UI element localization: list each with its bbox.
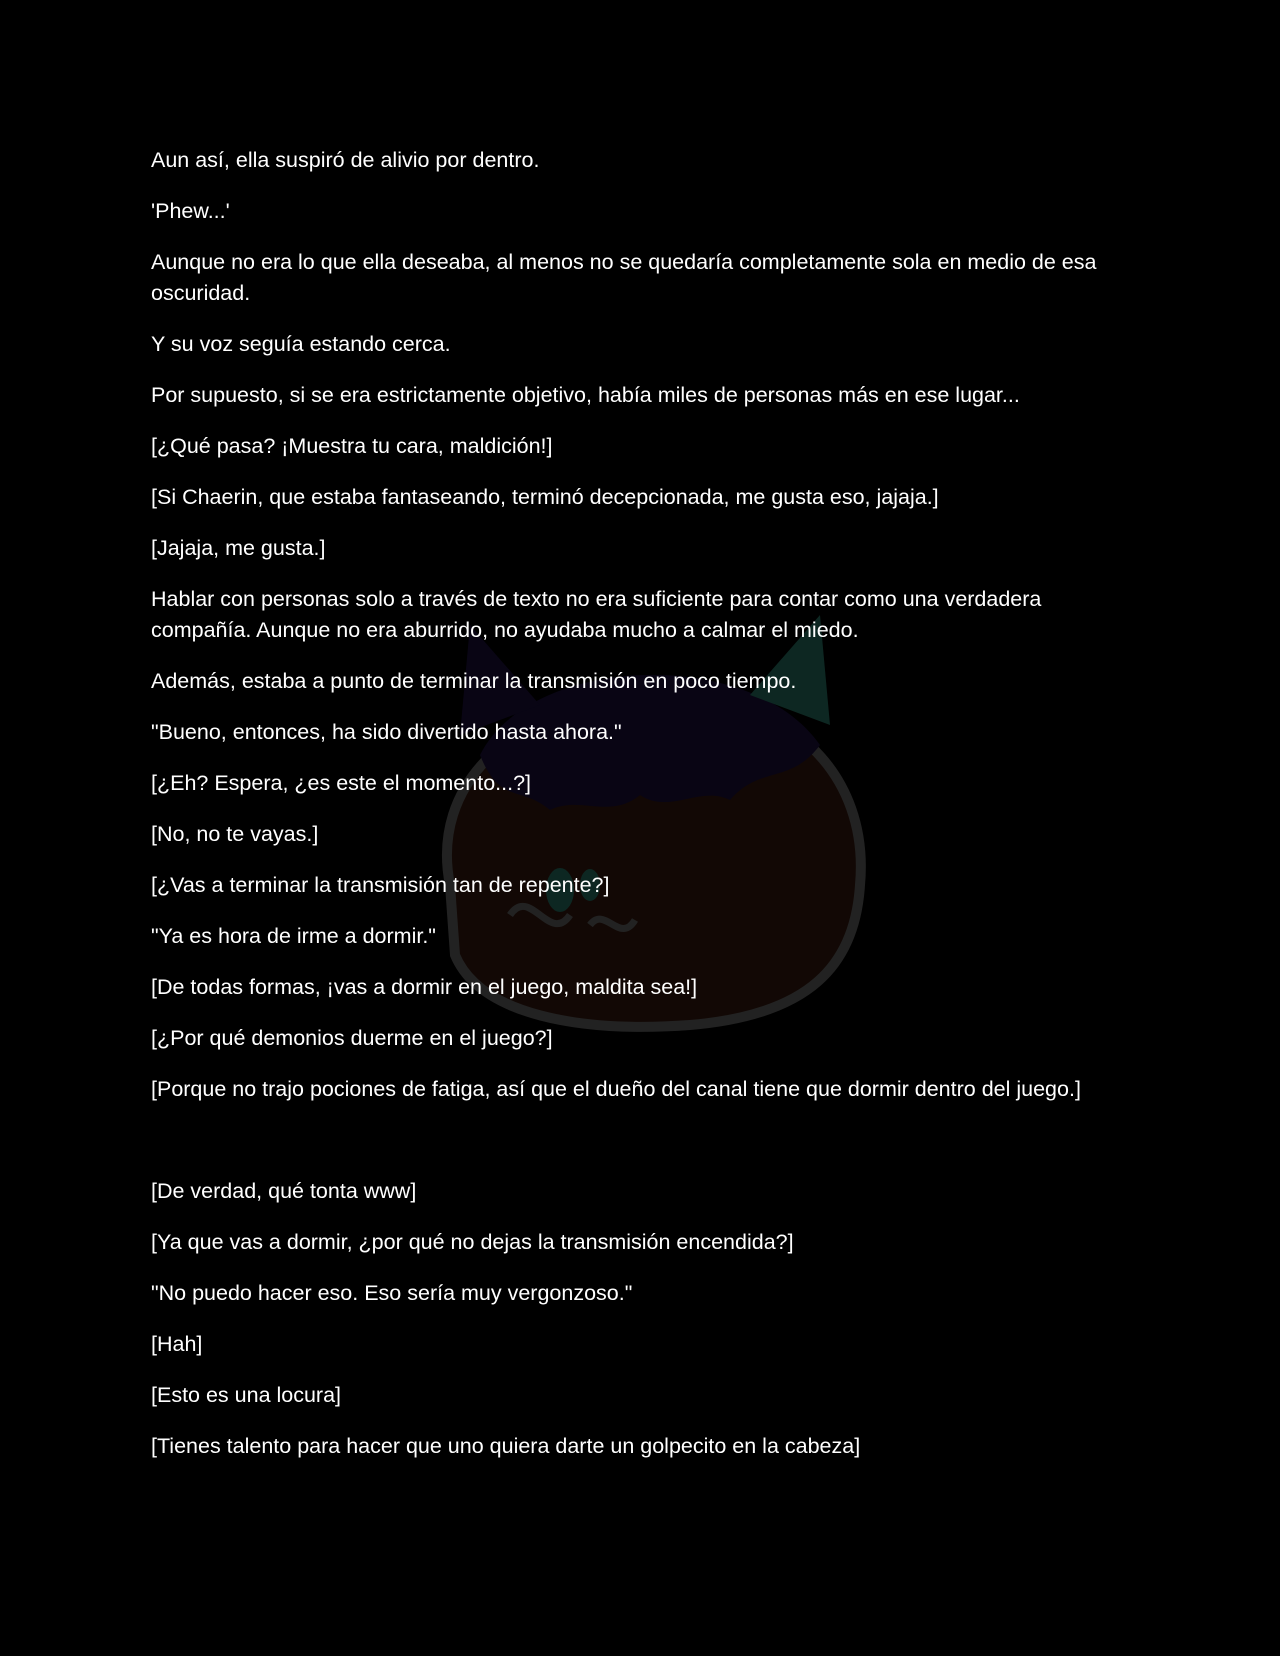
- paragraph: [Tienes talento para hacer que uno quiera darte un golpecito en la cabeza]: [151, 1434, 861, 1458]
- paragraph: [De todas formas, ¡vas a dormir en el juego, maldita sea!]: [151, 975, 698, 999]
- section-gap: [151, 1125, 1141, 1176]
- paragraph: [Si Chaerin, que estaba fantaseando, terminó decepcionada, me gusta eso, jajaja.]: [151, 485, 939, 509]
- paragraph: [¿Por qué demonios duerme en el juego?]: [151, 1026, 553, 1050]
- paragraph: Aun así, ella suspiró de alivio por dentro.: [151, 148, 540, 172]
- paragraph: Por supuesto, si se era estrictamente objetivo, había miles de personas más en ese lugar...: [151, 383, 1020, 407]
- paragraph: [Esto es una locura]: [151, 1383, 342, 1407]
- paragraph: "Ya es hora de irme a dormir.": [151, 924, 436, 948]
- paragraph: [Jajaja, me gusta.]: [151, 536, 326, 560]
- paragraph: Aunque no era lo que ella deseaba, al menos no se quedaría completamente sola en medio de esa oscuridad.: [151, 250, 1103, 305]
- paragraph: 'Phew...': [151, 199, 230, 223]
- paragraph: [Hah]: [151, 1332, 203, 1356]
- paragraph: "No puedo hacer eso. Eso sería muy vergonzoso.": [151, 1281, 633, 1305]
- paragraph: [¿Eh? Espera, ¿es este el momento...?]: [151, 771, 532, 795]
- paragraph: [Porque no trajo pociones de fatiga, así que el dueño del canal tiene que dormir dentro del juego.]: [151, 1077, 1081, 1101]
- paragraph: [¿Vas a terminar la transmisión tan de repente?]: [151, 873, 610, 897]
- paragraph: [Ya que vas a dormir, ¿por qué no dejas la transmisión encendida?]: [151, 1230, 794, 1254]
- paragraph: Hablar con personas solo a través de texto no era suficiente para contar como una verdadera compañía. Aunque no era aburrido, no ayudaba mucho a calmar el miedo.: [151, 587, 1048, 642]
- paragraph: "Bueno, entonces, ha sido divertido hasta ahora.": [151, 720, 622, 744]
- paragraph: Y su voz seguía estando cerca.: [151, 332, 451, 356]
- paragraph: Además, estaba a punto de terminar la transmisión en poco tiempo.: [151, 669, 797, 693]
- paragraph: [No, no te vayas.]: [151, 822, 319, 846]
- paragraph: [¿Qué pasa? ¡Muestra tu cara, maldición!]: [151, 434, 553, 458]
- paragraph: [De verdad, qué tonta www]: [151, 1179, 417, 1203]
- text-column: [151, 145, 1141, 1482]
